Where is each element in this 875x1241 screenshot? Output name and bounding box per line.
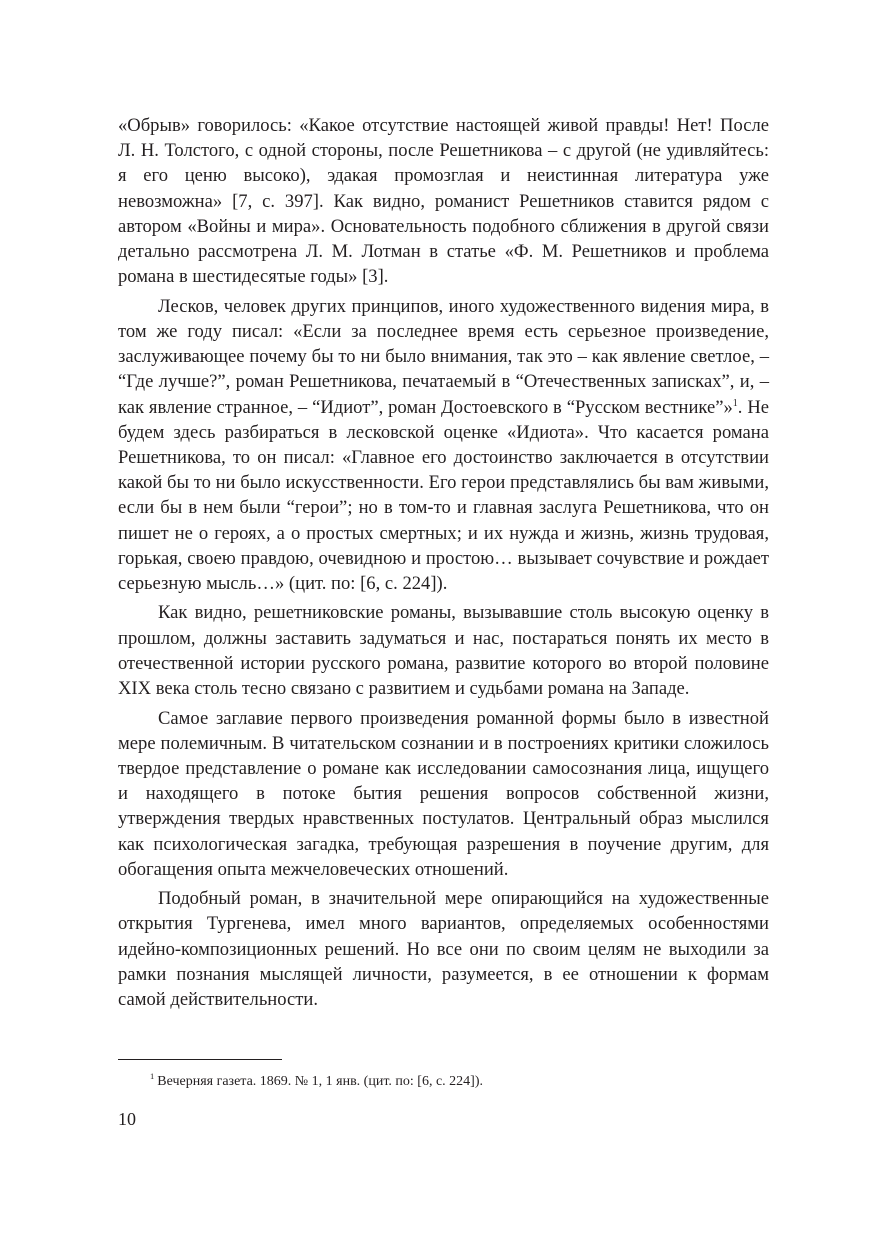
paragraph-2 <box>118 294 769 596</box>
footnote-number: 1 <box>150 1071 155 1082</box>
page-number: 10 <box>118 1109 136 1129</box>
paragraph-1: «Обрыв» говорилось: «Какое отсутствие настоящей живой правды! Нет! После Л. Н. Толстого, с одной стороны, после Решетникова – с другой (не удивляйтесь: я его ценю высоко), эдакая промозглая и неистинная литература уже невозможна» [7, с. 397]. Как видно, романист Решетников ставится рядом с автором «Войны и мира». Основательность подобного сближения в другой связи детально рассмотрена Л. М. Лотман в статье «Ф. М. Решетников и проблема романа в шестидесятые годы» [3]. <box>118 115 769 288</box>
footnote-reference: 1 <box>732 397 738 409</box>
footnote-divider <box>118 1059 282 1060</box>
paragraph-5: Подобный роман, в значительной мере опирающийся на художественные открытия Тургенева, имел много вариантов, определяемых особенностями идейно-композиционных решений. Но все они по своим целям не выходили за рамки познания мыслящей личности, разумеется, в ее отношении к формам самой действительности. <box>118 888 769 1011</box>
footnote <box>150 1073 769 1091</box>
paragraph-2-text-after: . Не будем здесь разбираться в лесковской оценке «Идиота». Что касается романа Решетникова, то он писал: «Главное его достоинство заключается в отсутствии какой бы то ни было искусственности. Его герои представлялись бы вам живыми, если бы в нем были “герои”; но в том-то и главная заслуга Решетникова, что он пишет не о героях, а о простых смертных; и их нужда и жизнь, жизнь трудовая, горькая, своею правдою, очевидною и простою… вызывает сочувствие и рождает серьезную мысль…» (цит. по: [6, с. 224]). <box>118 396 769 594</box>
footnote-text: Вечерняя газета. 1869. № 1, 1 янв. (цит. по: [6, с. 224]). <box>157 1074 483 1089</box>
paragraph-4: Самое заглавие первого произведения романной формы было в известной мере полемичным. В читательском сознании и в построениях критики сложилось твердое представление о романе как исследовании самосознания лица, ищущего и находящего в потоке бытия решения вопросов собственной жизни, утверждения твердых нравственных постулатов. Центральный образ мыслился как психологическая загадка, требующая разрешения в поучение другим, для обогащения опыта межчеловеческих отношений. <box>118 707 769 880</box>
main-text <box>118 113 769 1012</box>
paragraph-3: Как видно, решетниковские романы, вызывавшие столь высокую оценку в прошлом, должны заставить задуматься и нас, постараться понять их место в отечественной истории русского романа, развитие которого во второй половине XIX века столь тесно связано с развитием и судьбами романа на Западе. <box>118 602 769 700</box>
paragraph-2-text-before: Лесков, человек других принципов, иного художественного видения мира, в том же году писал: «Если за последнее время есть серьезное произведение, заслуживающее почему бы то ни было внимания, так это – как явление светлое, – “Где лучше?”, роман Решетникова, печатаемый в “Отечественных записках”, и, – как явление странное, – “Идиот”, роман Достоевского в “Русском вестнике”» <box>118 295 769 418</box>
